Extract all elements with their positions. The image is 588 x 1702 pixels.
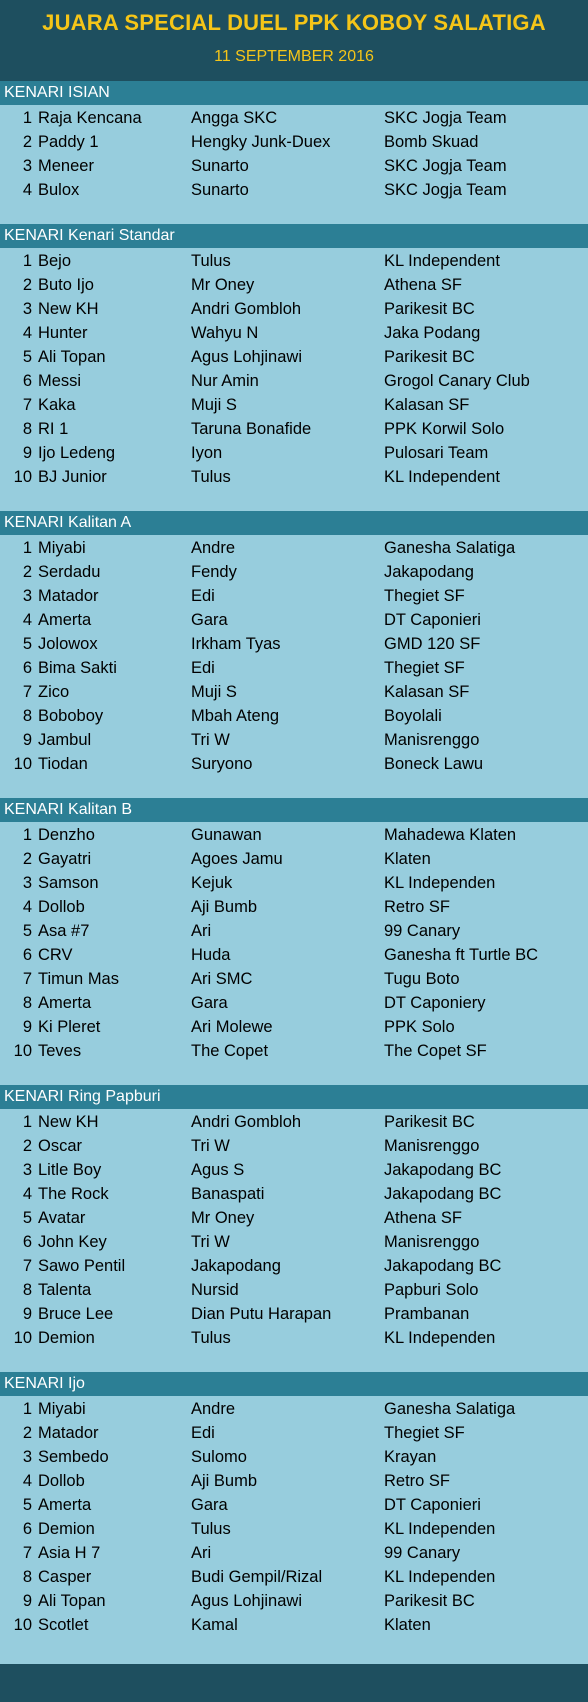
team-name: Manisrenggo — [384, 1233, 480, 1251]
category-header: KENARI Kenari Standar — [0, 224, 588, 248]
team-name: Grogol Canary Club — [384, 372, 530, 390]
winner-row — [0, 106, 588, 130]
owner-name: Ari Molewe — [191, 1018, 273, 1036]
owner-name: Dian Putu Harapan — [191, 1305, 332, 1323]
rank-number: 8 — [22, 994, 32, 1012]
owner-name: Wahyu N — [191, 324, 259, 342]
team-name: Mahadewa Klaten — [384, 826, 517, 844]
winners-list — [0, 105, 588, 202]
bird-name: BJ Junior — [38, 468, 107, 486]
bird-name: Demion — [38, 1520, 95, 1538]
rank-number: 9 — [22, 1592, 32, 1610]
owner-name: Mr Oney — [191, 276, 255, 294]
rank-number: 9 — [22, 1305, 32, 1323]
rank-number: 3 — [22, 587, 32, 605]
team-name: SKC Jogja Team — [384, 181, 507, 199]
team-name: Klaten — [384, 850, 431, 868]
bird-name: Dollob — [38, 1472, 85, 1490]
header-banner — [0, 0, 588, 81]
rank-number: 1 — [22, 109, 32, 127]
bird-name: Ijo Ledeng — [38, 444, 116, 462]
bird-name: Samson — [38, 874, 99, 892]
rank-number: 10 — [13, 755, 32, 773]
event-date: 11 SEPTEMBER 2016 — [214, 48, 374, 65]
bird-name: Ali Topan — [38, 348, 106, 366]
winners-list — [0, 1396, 588, 1637]
winner-row — [0, 1326, 588, 1350]
rank-number: 10 — [13, 1042, 32, 1060]
category-section — [0, 798, 588, 1085]
winner-row — [0, 1134, 588, 1158]
bird-name: Asia H 7 — [38, 1544, 101, 1562]
winner-row — [0, 1039, 588, 1063]
team-name: Klaten — [384, 1616, 431, 1634]
owner-name: Tulus — [191, 468, 231, 486]
rank-number: 6 — [22, 372, 32, 390]
owner-name: Edi — [191, 1424, 215, 1442]
winner-row — [0, 297, 588, 321]
owner-name: Andri Gombloh — [191, 300, 302, 318]
owner-name: Kamal — [191, 1616, 238, 1634]
winner-row — [0, 1565, 588, 1589]
owner-name: Edi — [191, 659, 215, 677]
winner-row — [0, 943, 588, 967]
team-name: PPK Solo — [384, 1018, 455, 1036]
section-spacer — [0, 489, 588, 511]
team-name: Bomb Skuad — [384, 133, 479, 151]
rank-number: 7 — [22, 1544, 32, 1562]
rank-number: 10 — [13, 468, 32, 486]
bird-name: Dollob — [38, 898, 85, 916]
bird-name: Jolowox — [38, 635, 98, 653]
page-title: JUARA SPECIAL DUEL PPK KOBOY SALATIGA — [42, 10, 546, 35]
rank-number: 2 — [22, 133, 32, 151]
bird-name: Hunter — [38, 324, 88, 342]
owner-name: Agus Lohjinawi — [191, 348, 302, 366]
bird-name: Amerta — [38, 611, 92, 629]
rank-number: 3 — [22, 157, 32, 175]
bird-name: Amerta — [38, 994, 92, 1012]
rank-number: 7 — [22, 683, 32, 701]
rank-number: 4 — [22, 898, 32, 916]
winner-row — [0, 1541, 588, 1565]
winner-row — [0, 536, 588, 560]
category-header: KENARI Kalitan A — [0, 511, 588, 535]
winner-row — [0, 465, 588, 489]
rank-number: 2 — [22, 276, 32, 294]
rank-number: 3 — [22, 300, 32, 318]
rank-number: 1 — [22, 539, 32, 557]
bird-name: Jambul — [38, 731, 92, 749]
bird-name: Demion — [38, 1329, 95, 1347]
winner-row — [0, 680, 588, 704]
team-name: Manisrenggo — [384, 1137, 480, 1155]
team-name: 99 Canary — [384, 922, 461, 940]
category-header: KENARI Ring Papburi — [0, 1085, 588, 1109]
bird-name: Bejo — [38, 252, 72, 270]
bird-name: CRV — [38, 946, 73, 964]
rank-number: 1 — [22, 826, 32, 844]
team-name: Boyolali — [384, 707, 442, 725]
team-name: GMD 120 SF — [384, 635, 481, 653]
owner-name: Ari SMC — [191, 970, 253, 988]
rank-number: 4 — [22, 611, 32, 629]
category-header: KENARI Ijo — [0, 1372, 588, 1396]
winner-row — [0, 393, 588, 417]
owner-name: Mbah Ateng — [191, 707, 280, 725]
team-name: Jakapodang — [384, 563, 474, 581]
owner-name: Agus S — [191, 1161, 245, 1179]
rank-number: 5 — [22, 1496, 32, 1514]
bird-name: Buto Ijo — [38, 276, 94, 294]
category-section — [0, 81, 588, 224]
team-name: Jakapodang BC — [384, 1161, 502, 1179]
rank-number: 8 — [22, 1281, 32, 1299]
bird-name: Bulox — [38, 181, 80, 199]
winner-row — [0, 752, 588, 776]
rank-number: 4 — [22, 1185, 32, 1203]
winner-row — [0, 1493, 588, 1517]
bird-name: Timun Mas — [38, 970, 119, 988]
rank-number: 9 — [22, 1018, 32, 1036]
team-name: KL Independen — [384, 1520, 496, 1538]
category-section — [0, 511, 588, 798]
team-name: SKC Jogja Team — [384, 157, 507, 175]
owner-name: Suryono — [191, 755, 253, 773]
section-spacer — [0, 202, 588, 224]
bird-name: Bima Sakti — [38, 659, 117, 677]
owner-name: Tri W — [191, 731, 230, 749]
owner-name: Fendy — [191, 563, 237, 581]
winner-row — [0, 1517, 588, 1541]
winner-row — [0, 1110, 588, 1134]
winner-row — [0, 441, 588, 465]
bird-name: New KH — [38, 1113, 99, 1131]
owner-name: Ari — [191, 922, 212, 940]
bird-name: Scotlet — [38, 1616, 89, 1634]
footer-bar — [0, 1664, 588, 1702]
bird-name: RI 1 — [38, 420, 69, 438]
rank-number: 7 — [22, 1257, 32, 1275]
team-name: KL Independen — [384, 874, 496, 892]
rank-number: 9 — [22, 731, 32, 749]
team-name: Athena SF — [384, 1209, 462, 1227]
winner-row — [0, 560, 588, 584]
section-spacer — [0, 776, 588, 798]
winner-row — [0, 895, 588, 919]
winner-row — [0, 154, 588, 178]
winners-list — [0, 1109, 588, 1350]
owner-name: Andre — [191, 1400, 236, 1418]
winners-list — [0, 248, 588, 489]
team-name: Parikesit BC — [384, 348, 475, 366]
winner-row — [0, 321, 588, 345]
owner-name: Muji S — [191, 683, 237, 701]
section-spacer — [0, 1350, 588, 1372]
winner-row — [0, 1613, 588, 1637]
winner-row — [0, 608, 588, 632]
bird-name: Gayatri — [38, 850, 92, 868]
team-name: Retro SF — [384, 1472, 451, 1490]
winner-row — [0, 656, 588, 680]
bird-name: Sembedo — [38, 1448, 109, 1466]
owner-name: Aji Bumb — [191, 898, 258, 916]
owner-name: Aji Bumb — [191, 1472, 258, 1490]
owner-name: Nursid — [191, 1281, 239, 1299]
winner-row — [0, 273, 588, 297]
bird-name: Raja Kencana — [38, 109, 142, 127]
winner-row — [0, 1254, 588, 1278]
team-name: Jakapodang BC — [384, 1185, 502, 1203]
bird-name: Boboboy — [38, 707, 104, 725]
winner-row — [0, 1015, 588, 1039]
winners-list — [0, 535, 588, 776]
rank-number: 2 — [22, 1137, 32, 1155]
owner-name: Mr Oney — [191, 1209, 255, 1227]
rank-number: 5 — [22, 922, 32, 940]
rank-number: 6 — [22, 1233, 32, 1251]
rank-number: 3 — [22, 874, 32, 892]
bird-name: Ki Pleret — [38, 1018, 101, 1036]
bird-name: Sawo Pentil — [38, 1257, 126, 1275]
bird-name: Avatar — [38, 1209, 86, 1227]
winner-row — [0, 632, 588, 656]
rank-number: 4 — [22, 1472, 32, 1490]
winner-row — [0, 871, 588, 895]
rank-number: 7 — [22, 396, 32, 414]
rank-number: 8 — [22, 1568, 32, 1586]
rank-number: 1 — [22, 252, 32, 270]
team-name: Parikesit BC — [384, 1592, 475, 1610]
category-header: KENARI ISIAN — [0, 81, 588, 105]
team-name: Athena SF — [384, 276, 462, 294]
winner-row — [0, 417, 588, 441]
winner-row — [0, 823, 588, 847]
bird-name: Paddy 1 — [38, 133, 99, 151]
rank-number: 3 — [22, 1161, 32, 1179]
bird-name: Messi — [38, 372, 82, 390]
winner-row — [0, 1589, 588, 1613]
category-section — [0, 224, 588, 511]
bird-name: Amerta — [38, 1496, 92, 1514]
rank-number: 6 — [22, 1520, 32, 1538]
winner-row — [0, 704, 588, 728]
owner-name: Taruna Bonafide — [191, 420, 312, 438]
bird-name: New KH — [38, 300, 99, 318]
winner-row — [0, 130, 588, 154]
winner-row — [0, 1158, 588, 1182]
winner-row — [0, 1278, 588, 1302]
bird-name: Litle Boy — [38, 1161, 102, 1179]
owner-name: Irkham Tyas — [191, 635, 281, 653]
team-name: 99 Canary — [384, 1544, 461, 1562]
team-name: DT Caponieri — [384, 1496, 481, 1514]
category-header: KENARI Kalitan B — [0, 798, 588, 822]
team-name: KL Independent — [384, 468, 500, 486]
bird-name: Teves — [38, 1042, 82, 1060]
winner-row — [0, 728, 588, 752]
team-name: DT Caponieri — [384, 611, 481, 629]
team-name: Krayan — [384, 1448, 437, 1466]
team-name: SKC Jogja Team — [384, 109, 507, 127]
rank-number: 6 — [22, 659, 32, 677]
team-name: KL Independent — [384, 252, 500, 270]
rank-number: 3 — [22, 1448, 32, 1466]
rank-number: 8 — [22, 420, 32, 438]
bird-name: Matador — [38, 587, 99, 605]
owner-name: Kejuk — [191, 874, 233, 892]
winner-row — [0, 1302, 588, 1326]
owner-name: Sunarto — [191, 181, 249, 199]
winner-row — [0, 1397, 588, 1421]
rank-number: 10 — [13, 1616, 32, 1634]
owner-name: Hengky Junk-Duex — [191, 133, 331, 151]
winner-row — [0, 249, 588, 273]
category-section — [0, 1085, 588, 1372]
owner-name: Gunawan — [191, 826, 262, 844]
team-name: Thegiet SF — [384, 659, 465, 677]
rank-number: 5 — [22, 348, 32, 366]
team-name: Pulosari Team — [384, 444, 489, 462]
team-name: Jaka Podang — [384, 324, 481, 342]
team-name: Prambanan — [384, 1305, 470, 1323]
bird-name: Kaka — [38, 396, 76, 414]
rank-number: 2 — [22, 1424, 32, 1442]
bird-name: Miyabi — [38, 1400, 86, 1418]
owner-name: Gara — [191, 994, 228, 1012]
team-name: Thegiet SF — [384, 587, 465, 605]
owner-name: Tulus — [191, 1520, 231, 1538]
team-name: KL Independen — [384, 1329, 496, 1347]
team-name: Jakapodang BC — [384, 1257, 502, 1275]
owner-name: Muji S — [191, 396, 237, 414]
owner-name: The Copet — [191, 1042, 269, 1060]
section-spacer — [0, 1637, 588, 1659]
team-name: Parikesit BC — [384, 300, 475, 318]
rank-number: 4 — [22, 181, 32, 199]
winner-row — [0, 1182, 588, 1206]
team-name: Thegiet SF — [384, 1424, 465, 1442]
bird-name: Miyabi — [38, 539, 86, 557]
owner-name: Tulus — [191, 252, 231, 270]
team-name: KL Independen — [384, 1568, 496, 1586]
rank-number: 6 — [22, 946, 32, 964]
rank-number: 10 — [13, 1329, 32, 1347]
owner-name: Iyon — [191, 444, 223, 462]
winner-row — [0, 369, 588, 393]
rank-number: 5 — [22, 635, 32, 653]
team-name: Manisrenggo — [384, 731, 480, 749]
winner-row — [0, 967, 588, 991]
team-name: Retro SF — [384, 898, 451, 916]
section-spacer — [0, 1063, 588, 1085]
owner-name: Banaspati — [191, 1185, 265, 1203]
owner-name: Nur Amin — [191, 372, 259, 390]
winner-row — [0, 1206, 588, 1230]
winners-list — [0, 822, 588, 1063]
owner-name: Edi — [191, 587, 215, 605]
team-name: Kalasan SF — [384, 396, 470, 414]
owner-name: Agoes Jamu — [191, 850, 283, 868]
owner-name: Tulus — [191, 1329, 231, 1347]
winner-row — [0, 345, 588, 369]
bird-name: Talenta — [38, 1281, 92, 1299]
bird-name: Casper — [38, 1568, 92, 1586]
team-name: Tugu Boto — [384, 970, 460, 988]
owner-name: Sunarto — [191, 157, 249, 175]
team-name: The Copet SF — [384, 1042, 487, 1060]
owner-name: Gara — [191, 611, 228, 629]
winner-row — [0, 178, 588, 202]
rank-number: 1 — [22, 1400, 32, 1418]
bird-name: Denzho — [38, 826, 95, 844]
bird-name: Oscar — [38, 1137, 83, 1155]
owner-name: Tri W — [191, 1233, 230, 1251]
owner-name: Huda — [191, 946, 231, 964]
rank-number: 2 — [22, 850, 32, 868]
owner-name: Andre — [191, 539, 236, 557]
rank-number: 9 — [22, 444, 32, 462]
winner-row — [0, 991, 588, 1015]
bird-name: Ali Topan — [38, 1592, 106, 1610]
rank-number: 7 — [22, 970, 32, 988]
bird-name: Meneer — [38, 157, 94, 175]
bird-name: Tiodan — [38, 755, 88, 773]
team-name: Kalasan SF — [384, 683, 470, 701]
winner-row — [0, 1230, 588, 1254]
bird-name: John Key — [38, 1233, 107, 1251]
bird-name: Zico — [38, 683, 70, 701]
rank-number: 1 — [22, 1113, 32, 1131]
rank-number: 5 — [22, 1209, 32, 1227]
team-name: DT Caponiery — [384, 994, 486, 1012]
owner-name: Sulomo — [191, 1448, 247, 1466]
rank-number: 2 — [22, 563, 32, 581]
bird-name: Asa #7 — [38, 922, 90, 940]
owner-name: Budi Gempil/Rizal — [191, 1568, 323, 1586]
team-name: Papburi Solo — [384, 1281, 479, 1299]
winner-row — [0, 1469, 588, 1493]
team-name: Ganesha Salatiga — [384, 1400, 516, 1418]
rank-number: 4 — [22, 324, 32, 342]
winner-row — [0, 1445, 588, 1469]
winner-row — [0, 1421, 588, 1445]
team-name: PPK Korwil Solo — [384, 420, 505, 438]
winner-row — [0, 584, 588, 608]
owner-name: Jakapodang — [191, 1257, 281, 1275]
bird-name: Matador — [38, 1424, 99, 1442]
team-name: Parikesit BC — [384, 1113, 475, 1131]
team-name: Ganesha Salatiga — [384, 539, 516, 557]
owner-name: Agus Lohjinawi — [191, 1592, 302, 1610]
winner-row — [0, 847, 588, 871]
bird-name: Serdadu — [38, 563, 101, 581]
owner-name: Tri W — [191, 1137, 230, 1155]
team-name: Ganesha ft Turtle BC — [384, 946, 539, 964]
bird-name: Bruce Lee — [38, 1305, 114, 1323]
bird-name: The Rock — [38, 1185, 109, 1203]
winner-row — [0, 919, 588, 943]
owner-name: Andri Gombloh — [191, 1113, 302, 1131]
owner-name: Ari — [191, 1544, 212, 1562]
team-name: Boneck Lawu — [384, 755, 484, 773]
results-content — [0, 81, 588, 1664]
owner-name: Gara — [191, 1496, 228, 1514]
category-section — [0, 1372, 588, 1659]
owner-name: Angga SKC — [191, 109, 278, 127]
rank-number: 8 — [22, 707, 32, 725]
